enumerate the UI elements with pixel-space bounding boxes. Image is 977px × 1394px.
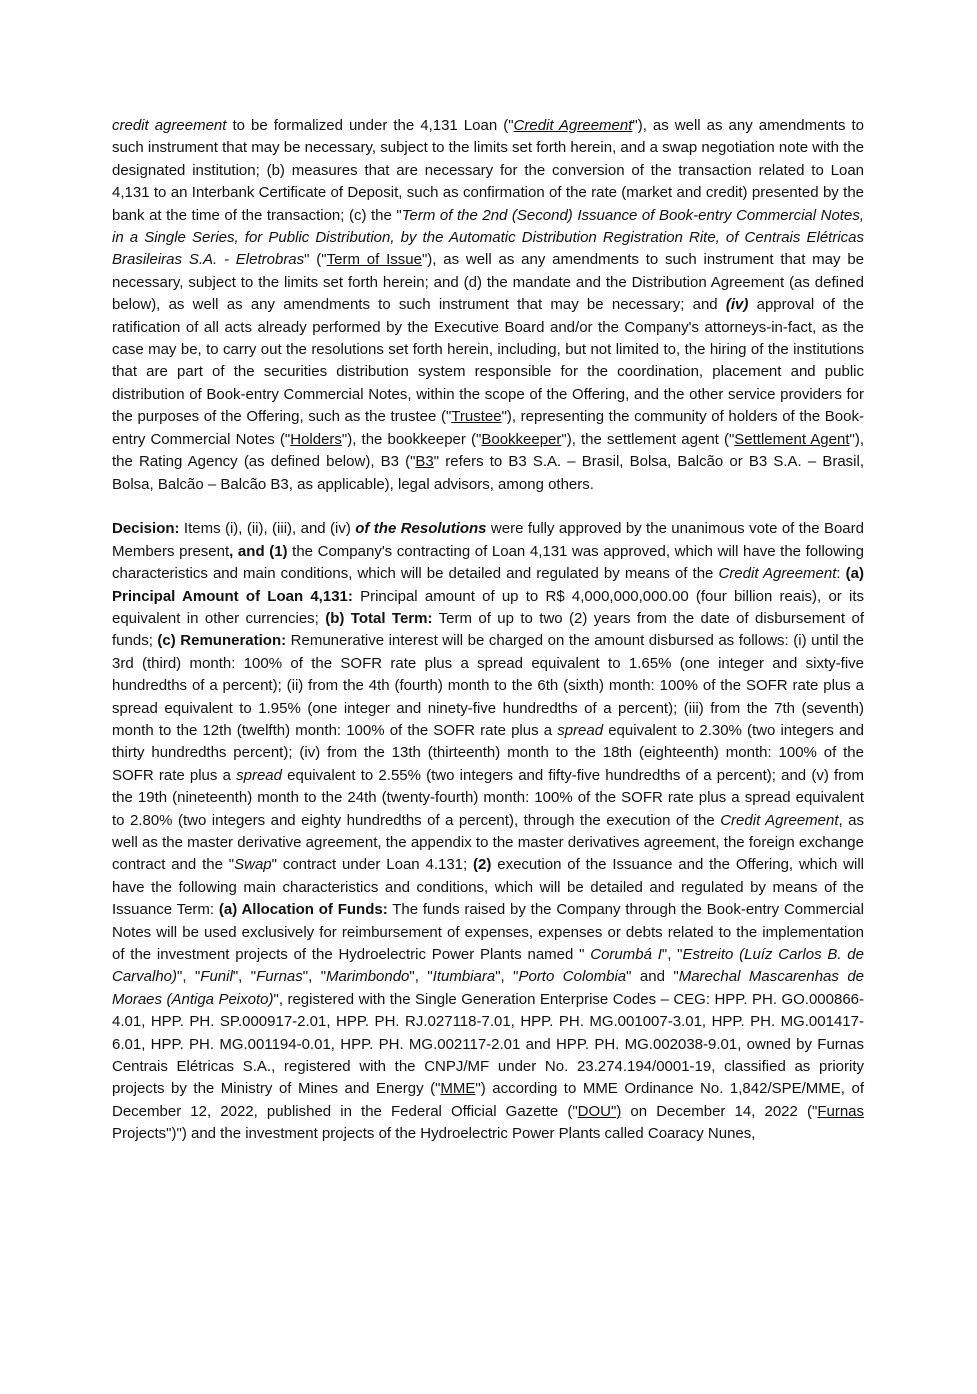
plant-name: Furnas [256, 968, 303, 986]
text: ", " [409, 968, 433, 986]
text: ", registered with the Single Generation Enterprise Codes – CEG: HPP. PH. GO.000866-4.01, HPP. PH. SP.000917-2.01, HPP. PH. RJ.027118-7.01, HPP. PH. MG.001007-3.01, HPP. PH. MG.001417-6.01, HPP. PH. MG.001194-0.01, HPP. PH. MG.002117-2.01 and HPP. PH. MG.002038-9.01, owned by Furnas Centrais Elétricas S.A., registered with the CNPJ/MF under No. 23.274.194/0001-19, classified as priority projects by the Ministry of Mines and Energy (" [112, 990, 865, 1098]
text: ", " [177, 968, 201, 986]
plant-name: Porto Colombia [518, 968, 627, 986]
plant-name: Marechal Mascarenhas de Moraes (Antiga Peixoto) [112, 968, 865, 1008]
text: the Company's contracting of Loan 4,131 was approved, which will have the following characteristics and main conditions, which will be detailed and regulated by means of the [112, 542, 864, 583]
heading-allocation-of-funds: (a) Allocation of Funds: [218, 901, 388, 919]
text: " and " [626, 968, 679, 986]
heading-principal-amount: (a) Principal Amount of Loan 4,131: [112, 565, 864, 605]
text: Principal amount of up to R$ 4,000,000,000.00 (four billion reais), or its equivalent in other currencies; [112, 587, 864, 627]
decision-label: Decision: [112, 520, 180, 538]
text: "), the bookkeeper (" [341, 430, 482, 448]
defined-term-settlement-agent: Settlement Agent [734, 430, 850, 448]
text: Remunerative interest will be charged on the amount disbursed as follows: (i) until the 3rd (third) month: 100% of the SOFR rate plus a spread equivalent to 1.65% (one integer and sixty-five hundredths of a percent); (ii) from the 4th (fourth) month to the 6th (sixth) month: 100% of the SOFR rate plus a spread equivalent to 1.95% (one integer and ninety-five hundredths of a percent); (iii) from the 7th (seventh) month to the 12th (twelfth) month: 100% of the SOFR rate plus a [112, 632, 865, 739]
text: "), representing the community of holders of the Book-entry Commercial Notes (" [112, 408, 864, 448]
text-italic: Credit Agreement [720, 811, 839, 829]
text: : [836, 565, 846, 583]
heading-total-term: (b) Total Term: [325, 609, 433, 627]
text-italic: credit agreement [112, 117, 227, 134]
text: equivalent to 2.55% (two integers and fifty-five hundredths of a percent); and (v) from the 19th (nineteenth) month to the 24th (twenty-fourth) month: 100% of the SOFR rate plus a spread equivalent to 2.80% (two integers and eighty hundredths of a percent), through the execution of the [112, 766, 864, 829]
defined-term-trustee: Trustee [451, 408, 502, 426]
text: " contract under Loan 4.131; [271, 856, 474, 874]
text-italic: spread [236, 766, 282, 784]
text: "), as well as any amendments to such instrument that may be necessary, subject to the limits set forth herein; and (d) the mandate and the Distribution Agreement (as defined below), as well as any amendments to such instrument that may be necessary; and [112, 251, 865, 314]
plant-name: Marimbondo [326, 968, 410, 986]
text: The funds raised by the Company through the Book-entry Commercial Notes will be used exclusively for reimbursement of expenses, expenses or debts related to the implementation of the investment projects of the Hydroelectric Power Plants named " [112, 901, 864, 964]
text: "), as well as any amendments to such instrument that may be necessary, subject to the limits set forth herein, and a swap negotiation note with the designated institution; (b) measures that are necessary for the conversion of the transaction related to Loan 4,131 to an Interbank Certificate of Deposit, such as confirmation of the rate (market and credit) presented by the bank at the time of the transaction; (c) the " [112, 117, 865, 224]
defined-term-bookkeeper: Bookkeeper [481, 430, 562, 448]
plant-name: Estreito (Luíz Carlos B. de Carvalho) [112, 946, 864, 986]
paragraph-spacer [112, 496, 864, 518]
text: were fully approved by the unanimous vote of the Board Members present [112, 520, 864, 560]
text: " (" [304, 251, 327, 269]
text: ", " [661, 946, 683, 964]
text: Projects")") and the investment projects of the Hydroelectric Power Plants called Coaracy Nunes, [112, 1125, 756, 1143]
text-bold: (2) [473, 856, 492, 874]
text: Items (i), (ii), (iii), and (iv) [179, 520, 356, 538]
defined-term-credit-agreement: Credit Agreement [513, 117, 633, 134]
text: to be formalized under the 4,131 Loan (" [226, 117, 514, 134]
text: ", " [232, 968, 257, 986]
heading-remuneration: (c) Remuneration: [157, 632, 287, 650]
text: " refers to B3 S.A. – Brasil, Bolsa, Balcão or B3 S.A. – Brasil, Bolsa, Balcão – Balcão B3, as applicable), legal advisors, among others. [112, 453, 864, 493]
text-italic: spread [557, 721, 604, 739]
text: Term of up to two (2) years from the date of disbursement of funds; [112, 609, 864, 650]
text: ", " [495, 968, 519, 986]
defined-term-mme: MME [440, 1080, 476, 1098]
plant-name: Corumbá I [590, 946, 662, 964]
text: , as well as the master derivative agreement, the appendix to the master derivatives agreement, the foreign exchange contract and the " [112, 811, 864, 874]
text: execution of the Issuance and the Offering, which will have the following main characteristics and conditions, which will be detailed and regulated by means of the Issuance Term: [112, 856, 864, 919]
document-page [112, 115, 864, 1146]
text: equivalent to 2.30% (two integers and thirty hundredths percent); (iv) from the 13th (thirteenth) month to the 18th (eighteenth) month: 100% of the SOFR rate plus a [112, 721, 864, 784]
text: "), the settlement agent (" [561, 430, 735, 448]
defined-term-term-of-issue: Term of Issue [326, 251, 422, 269]
defined-term-furnas-projects: Furnas [817, 1102, 864, 1120]
text: "), the Rating Agency (as defined below), B3 (" [112, 430, 864, 471]
term-of-issue-title: Term of the 2nd (Second) Issuance of Book-entry Commercial Notes, in a Single Series, for Public Distribution, by the Automatic Distribution Registration Rite, of Centrais Elétricas Brasileiras S.A. - Eletrobras [112, 206, 864, 269]
defined-term-dou: DOU") [577, 1102, 622, 1120]
paragraph-resolutions [112, 115, 864, 496]
text-bold: , and (1) [229, 542, 288, 560]
plant-name: Funil [200, 968, 233, 986]
text: approval of the ratification of all acts already performed by the Executive Board and/or the Company's attorneys-in-fact, as the case may be, to carry out the resolutions set forth herein, including, but not limited to, the hiring of the institutions that are part of the securities distribution system responsible for the coordination, placement and public distribution of Book-entry Commercial Notes, within the scope of the Offering, and the other service providers for the purposes of the Offering, such as the trustee (" [112, 296, 864, 426]
text: ", " [302, 968, 327, 986]
text-italic: Credit Agreement [718, 565, 837, 583]
text-bold-italic: of the Resolutions [355, 520, 487, 538]
item-iv-marker: (iv) [725, 296, 749, 314]
defined-term-b3: B3 [415, 453, 434, 471]
text-italic: Swap [234, 856, 272, 874]
plant-name: Itumbiara [432, 968, 496, 986]
text: on December 14, 2022 (" [621, 1102, 818, 1120]
defined-term-holders: Holders [290, 430, 342, 448]
paragraph-decision [112, 518, 864, 1145]
text: ") according to MME Ordinance No. 1,842/SPE/MME, of December 12, 2022, published in the Federal Official Gazette (" [112, 1080, 864, 1120]
